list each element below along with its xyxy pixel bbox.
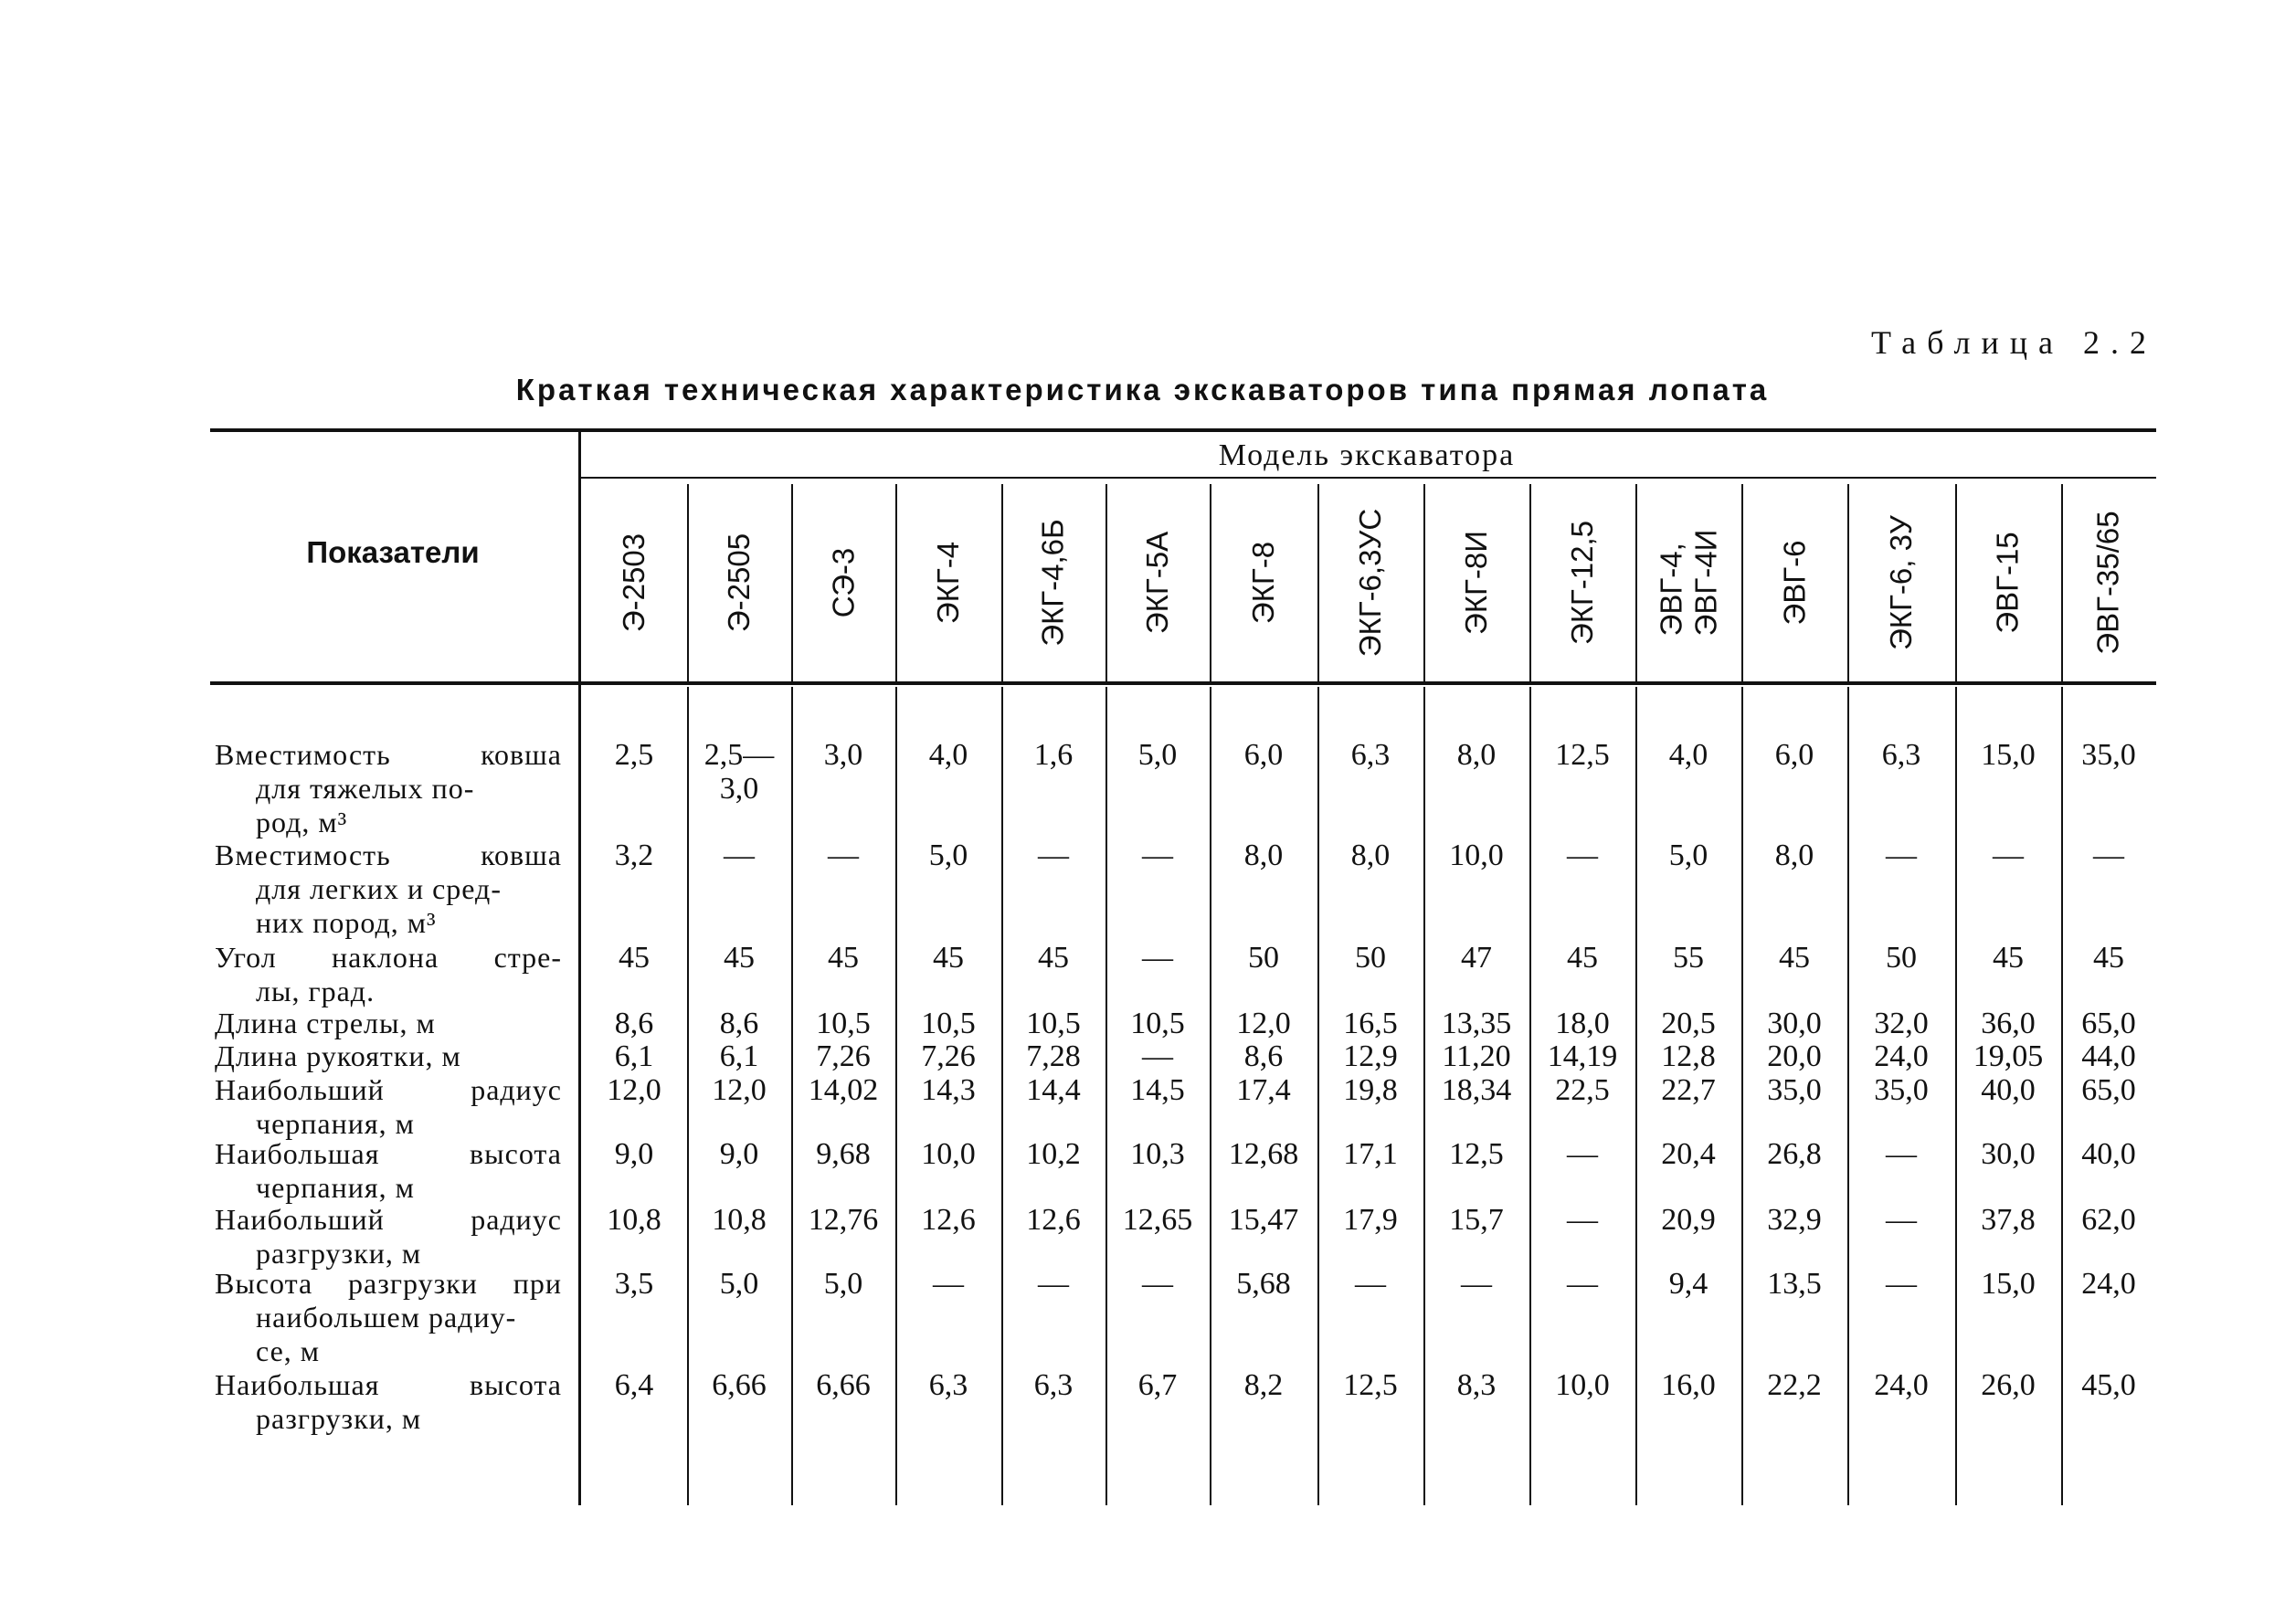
table-cell: 2,5— 3,0 <box>703 738 775 806</box>
table-cell: 6,7 <box>1137 1368 1178 1402</box>
table-cell: 26,8 <box>1767 1137 1822 1171</box>
table-cell: 12,76 <box>808 1203 879 1237</box>
model-header: ЭКГ-4 <box>931 541 965 625</box>
model-header: ЭВГ-15 <box>1990 532 2025 634</box>
table-cell: — <box>828 838 859 872</box>
table-cell: 26,0 <box>1981 1368 2036 1402</box>
table-cell: 3,0 <box>823 738 863 772</box>
table-cell: 45 <box>1038 941 1069 975</box>
model-header: ЭВГ-35/65 <box>2091 511 2126 655</box>
table-cell: 32,9 <box>1767 1203 1822 1237</box>
table-cell: 6,0 <box>1243 738 1284 772</box>
table-cell: 6,4 <box>614 1368 654 1402</box>
row-label-line: разгрузки, м <box>256 1402 422 1435</box>
row-label <box>215 1007 562 1040</box>
row-label-line: Наибольшая высота <box>215 1137 562 1170</box>
model-group-rule <box>581 477 2156 479</box>
table-cell: 44,0 <box>2081 1039 2136 1073</box>
table-cell: — <box>1993 838 2024 872</box>
table-top-rule <box>210 428 2156 432</box>
header-indicators: Показатели <box>306 535 480 569</box>
table-cell: 9,4 <box>1668 1267 1708 1301</box>
row-label-line: для легких и сред- <box>256 872 502 905</box>
table-cell: 55 <box>1673 941 1704 975</box>
table-cell: 50 <box>1355 941 1386 975</box>
table-cell: 19,8 <box>1343 1073 1398 1107</box>
table-cell: 24,0 <box>2081 1267 2136 1301</box>
table-cell: 8,2 <box>1243 1368 1284 1402</box>
body-column-divider <box>1635 687 1637 1505</box>
table-title: Краткая техническая характеристика экскаваторов типа прямая лопата <box>515 373 1770 406</box>
row-label-line: черпания, м <box>256 1107 415 1140</box>
table-cell: 15,0 <box>1981 1267 2036 1301</box>
row-label-line: Вместимость ковша <box>215 838 562 871</box>
table-cell: 24,0 <box>1874 1039 1929 1073</box>
row-label-line: Длина стрелы, м <box>215 1007 436 1039</box>
table-cell: 12,5 <box>1555 738 1610 772</box>
table-cell: 30,0 <box>1767 1007 1822 1040</box>
row-label-line: наибольшем радиу- <box>256 1301 517 1334</box>
row-label <box>215 1137 562 1205</box>
body-column-divider <box>1955 687 1957 1505</box>
table-cell: 14,4 <box>1026 1073 1081 1107</box>
table-cell: 65,0 <box>2081 1073 2136 1107</box>
header-model-group: Модель экскаватора <box>1218 438 1516 472</box>
body-column-divider <box>687 687 689 1505</box>
table-cell: 12,0 <box>607 1073 661 1107</box>
table-cell: 2,5 <box>614 738 654 772</box>
row-label-line: Угол наклона стре- <box>215 941 562 974</box>
header-bottom-rule <box>210 681 2156 685</box>
table-cell: 10,5 <box>816 1007 871 1040</box>
table-cell: 12,8 <box>1661 1039 1716 1073</box>
table-cell: — <box>2093 838 2124 872</box>
row-label <box>215 738 562 839</box>
table-cell: 12,0 <box>1236 1007 1291 1040</box>
model-header: Э-2505 <box>722 533 756 633</box>
body-column-divider <box>1423 687 1425 1505</box>
body-column-divider <box>791 687 793 1505</box>
body-column-divider <box>1847 687 1849 1505</box>
row-label <box>215 1073 562 1141</box>
row-label-line: черпания, м <box>256 1171 415 1204</box>
table-cell: 14,5 <box>1130 1073 1185 1107</box>
table-cell: 20,4 <box>1661 1137 1716 1171</box>
table-cell: 11,20 <box>1442 1039 1511 1073</box>
table-cell: 5,68 <box>1236 1267 1291 1301</box>
table-cell: — <box>1142 941 1173 975</box>
table-cell: 22,7 <box>1661 1073 1716 1107</box>
row-label <box>215 941 562 1008</box>
table-cell: 12,65 <box>1122 1203 1193 1237</box>
table-cell: 35,0 <box>1767 1073 1822 1107</box>
table-cell: 8,0 <box>1350 838 1391 872</box>
table-cell: — <box>1355 1267 1386 1301</box>
table-cell: 6,3 <box>1881 738 1921 772</box>
table-cell: 5,0 <box>823 1267 863 1301</box>
body-column-divider <box>1529 687 1531 1505</box>
body-column-divider <box>1741 687 1743 1505</box>
table-cell: 16,0 <box>1661 1368 1716 1402</box>
table-cell: 10,5 <box>1130 1007 1185 1040</box>
row-label-line: Наибольший радиус <box>215 1073 562 1106</box>
table-cell: 45 <box>1993 941 2024 975</box>
table-cell: 45,0 <box>2081 1368 2136 1402</box>
table-cell: 50 <box>1886 941 1917 975</box>
table-cell: 12,68 <box>1228 1137 1299 1171</box>
body-column-divider <box>1317 687 1319 1505</box>
table-cell: 10,3 <box>1130 1137 1185 1171</box>
table-cell: 8,3 <box>1456 1368 1497 1402</box>
table-cell: — <box>1461 1267 1492 1301</box>
row-label-line: Вместимость ковша <box>215 738 562 771</box>
row-label-line: Наибольший радиус <box>215 1203 562 1236</box>
table-cell: 7,28 <box>1026 1039 1081 1073</box>
table-cell: 5,0 <box>1668 838 1708 872</box>
table-cell: — <box>1567 1137 1598 1171</box>
row-label <box>215 838 562 940</box>
table-cell: 20,0 <box>1767 1039 1822 1073</box>
table-cell: 14,19 <box>1547 1039 1618 1073</box>
table-cell: 6,3 <box>1350 738 1391 772</box>
table-cell: 35,0 <box>2081 738 2136 772</box>
table-cell: 9,68 <box>816 1137 871 1171</box>
row-label-line: Длина рукоятки, м <box>215 1039 461 1072</box>
table-cell: 9,0 <box>719 1137 759 1171</box>
table-cell: 4,0 <box>1668 738 1708 772</box>
table-cell: — <box>1886 838 1917 872</box>
table-cell: — <box>1886 1267 1917 1301</box>
row-label <box>215 1203 562 1271</box>
table-cell: 30,0 <box>1981 1137 2036 1171</box>
table-cell: 45 <box>1567 941 1598 975</box>
table-cell: 4,0 <box>928 738 968 772</box>
row-label-line: Высота разгрузки при <box>215 1267 562 1300</box>
table-cell: 7,26 <box>816 1039 871 1073</box>
model-header: ЭКГ-6,3УС <box>1353 508 1388 658</box>
table-cell: 15,7 <box>1449 1203 1504 1237</box>
table-cell: 10,8 <box>712 1203 767 1237</box>
table-cell: — <box>1567 838 1598 872</box>
model-header: ЭКГ-8 <box>1246 541 1280 625</box>
table-cell: 6,66 <box>712 1368 767 1402</box>
row-label-line: разгрузки, м <box>256 1237 422 1270</box>
table-cell: 8,0 <box>1456 738 1497 772</box>
table-cell: — <box>1567 1203 1598 1237</box>
table-cell: 12,5 <box>1449 1137 1504 1171</box>
model-header: ЭКГ-6, 3У <box>1884 515 1918 650</box>
table-cell: 5,0 <box>719 1267 759 1301</box>
table-cell: 40,0 <box>1981 1073 2036 1107</box>
model-header: ЭКГ-5А <box>1139 531 1174 635</box>
table-cell: 14,3 <box>921 1073 976 1107</box>
table-cell: 35,0 <box>1874 1073 1929 1107</box>
table-cell: 15,47 <box>1228 1203 1299 1237</box>
body-column-divider <box>2061 687 2063 1505</box>
model-header: СЭ-3 <box>826 547 860 618</box>
table-cell: 5,0 <box>1137 738 1178 772</box>
table-cell: 40,0 <box>2081 1137 2136 1171</box>
row-label-line: для тяжелых по- <box>256 772 475 805</box>
table-cell: 13,5 <box>1767 1267 1822 1301</box>
table-cell: 18,0 <box>1555 1007 1610 1040</box>
table-cell: 45 <box>933 941 964 975</box>
table-cell: 10,0 <box>921 1137 976 1171</box>
table-cell: 45 <box>2093 941 2124 975</box>
table-cell: 20,9 <box>1661 1203 1716 1237</box>
model-header: ЭКГ-12,5 <box>1565 520 1599 646</box>
table-cell: 20,5 <box>1661 1007 1716 1040</box>
table-cell: 12,5 <box>1343 1368 1398 1402</box>
row-label <box>215 1368 562 1436</box>
table-cell: 50 <box>1248 941 1279 975</box>
table-cell: 17,4 <box>1236 1073 1291 1107</box>
table-cell: 12,6 <box>1026 1203 1081 1237</box>
body-column-divider <box>1105 687 1107 1505</box>
table-cell: 6,1 <box>719 1039 759 1073</box>
row-label <box>215 1267 562 1368</box>
table-cell: 12,9 <box>1343 1039 1398 1073</box>
model-header: ЭВГ-4, ЭВГ-4И <box>1654 529 1723 637</box>
table-cell: 3,5 <box>614 1267 654 1301</box>
table-cell: 10,0 <box>1555 1368 1610 1402</box>
table-cell: 10,5 <box>1026 1007 1081 1040</box>
table-cell: — <box>1142 1039 1173 1073</box>
table-cell: 62,0 <box>2081 1203 2136 1237</box>
table-cell: — <box>1038 1267 1069 1301</box>
table-cell: 22,2 <box>1767 1368 1822 1402</box>
table-cell: 8,0 <box>1243 838 1284 872</box>
body-column-divider <box>1210 687 1211 1505</box>
table-cell: 1,6 <box>1033 738 1074 772</box>
table-cell: — <box>1142 1267 1173 1301</box>
row-label-line: Наибольшая высота <box>215 1368 562 1401</box>
model-header: ЭКГ-8И <box>1459 531 1493 635</box>
table-cell: — <box>1142 838 1173 872</box>
table-cell: 19,05 <box>1973 1039 2044 1073</box>
table-cell: 17,1 <box>1343 1137 1398 1171</box>
table-cell: 13,35 <box>1441 1007 1512 1040</box>
model-header: Э-2503 <box>617 533 651 633</box>
table-cell: 18,34 <box>1441 1073 1512 1107</box>
table-cell: 22,5 <box>1555 1073 1610 1107</box>
table-number-label: Таблица 2.2 <box>1871 324 2157 361</box>
row-label-line: род, м³ <box>256 806 348 838</box>
table-cell: 17,9 <box>1343 1203 1398 1237</box>
table-cell: 6,3 <box>1033 1368 1074 1402</box>
table-cell: 10,5 <box>921 1007 976 1040</box>
table-cell: 24,0 <box>1874 1368 1929 1402</box>
table-cell: 6,1 <box>614 1039 654 1073</box>
table-cell: 37,8 <box>1981 1203 2036 1237</box>
table-cell: 8,6 <box>719 1007 759 1040</box>
table-cell: 65,0 <box>2081 1007 2136 1040</box>
table-cell: 15,0 <box>1981 738 2036 772</box>
table-cell: 3,2 <box>614 838 654 872</box>
model-header: ЭКГ-4,6Б <box>1036 519 1070 647</box>
table-cell: 12,6 <box>921 1203 976 1237</box>
table-cell: 10,0 <box>1449 838 1504 872</box>
row-label-line: них пород, м³ <box>256 906 437 939</box>
table-cell: 45 <box>619 941 650 975</box>
table-cell: — <box>1038 838 1069 872</box>
table-cell: — <box>1886 1203 1917 1237</box>
row-label <box>215 1039 562 1073</box>
table-cell: 6,66 <box>816 1368 871 1402</box>
table-cell: 10,2 <box>1026 1137 1081 1171</box>
table-cell: 14,02 <box>808 1073 879 1107</box>
body-column-divider <box>895 687 897 1505</box>
table-cell: 8,0 <box>1774 838 1814 872</box>
table-cell: 6,0 <box>1774 738 1814 772</box>
table-cell: — <box>724 838 755 872</box>
table-cell: 45 <box>828 941 859 975</box>
table-cell: — <box>1886 1137 1917 1171</box>
table-cell: — <box>1567 1267 1598 1301</box>
table-cell: 45 <box>724 941 755 975</box>
body-column-divider <box>1001 687 1003 1505</box>
model-header: ЭВГ-6 <box>1776 540 1811 626</box>
table-cell: 7,26 <box>921 1039 976 1073</box>
table-cell: 10,8 <box>607 1203 661 1237</box>
table-cell: 8,6 <box>1243 1039 1284 1073</box>
table-cell: 47 <box>1461 941 1492 975</box>
table-cell: 32,0 <box>1874 1007 1929 1040</box>
table-cell: — <box>933 1267 964 1301</box>
table-cell: 45 <box>1779 941 1810 975</box>
table-cell: 12,0 <box>712 1073 767 1107</box>
row-label-line: се, м <box>256 1334 321 1367</box>
table-cell: 5,0 <box>928 838 968 872</box>
table-cell: 8,6 <box>614 1007 654 1040</box>
table-cell: 16,5 <box>1343 1007 1398 1040</box>
table-cell: 36,0 <box>1981 1007 2036 1040</box>
row-label-line: лы, град. <box>256 975 376 1007</box>
table-cell: 9,0 <box>614 1137 654 1171</box>
table-cell: 6,3 <box>928 1368 968 1402</box>
